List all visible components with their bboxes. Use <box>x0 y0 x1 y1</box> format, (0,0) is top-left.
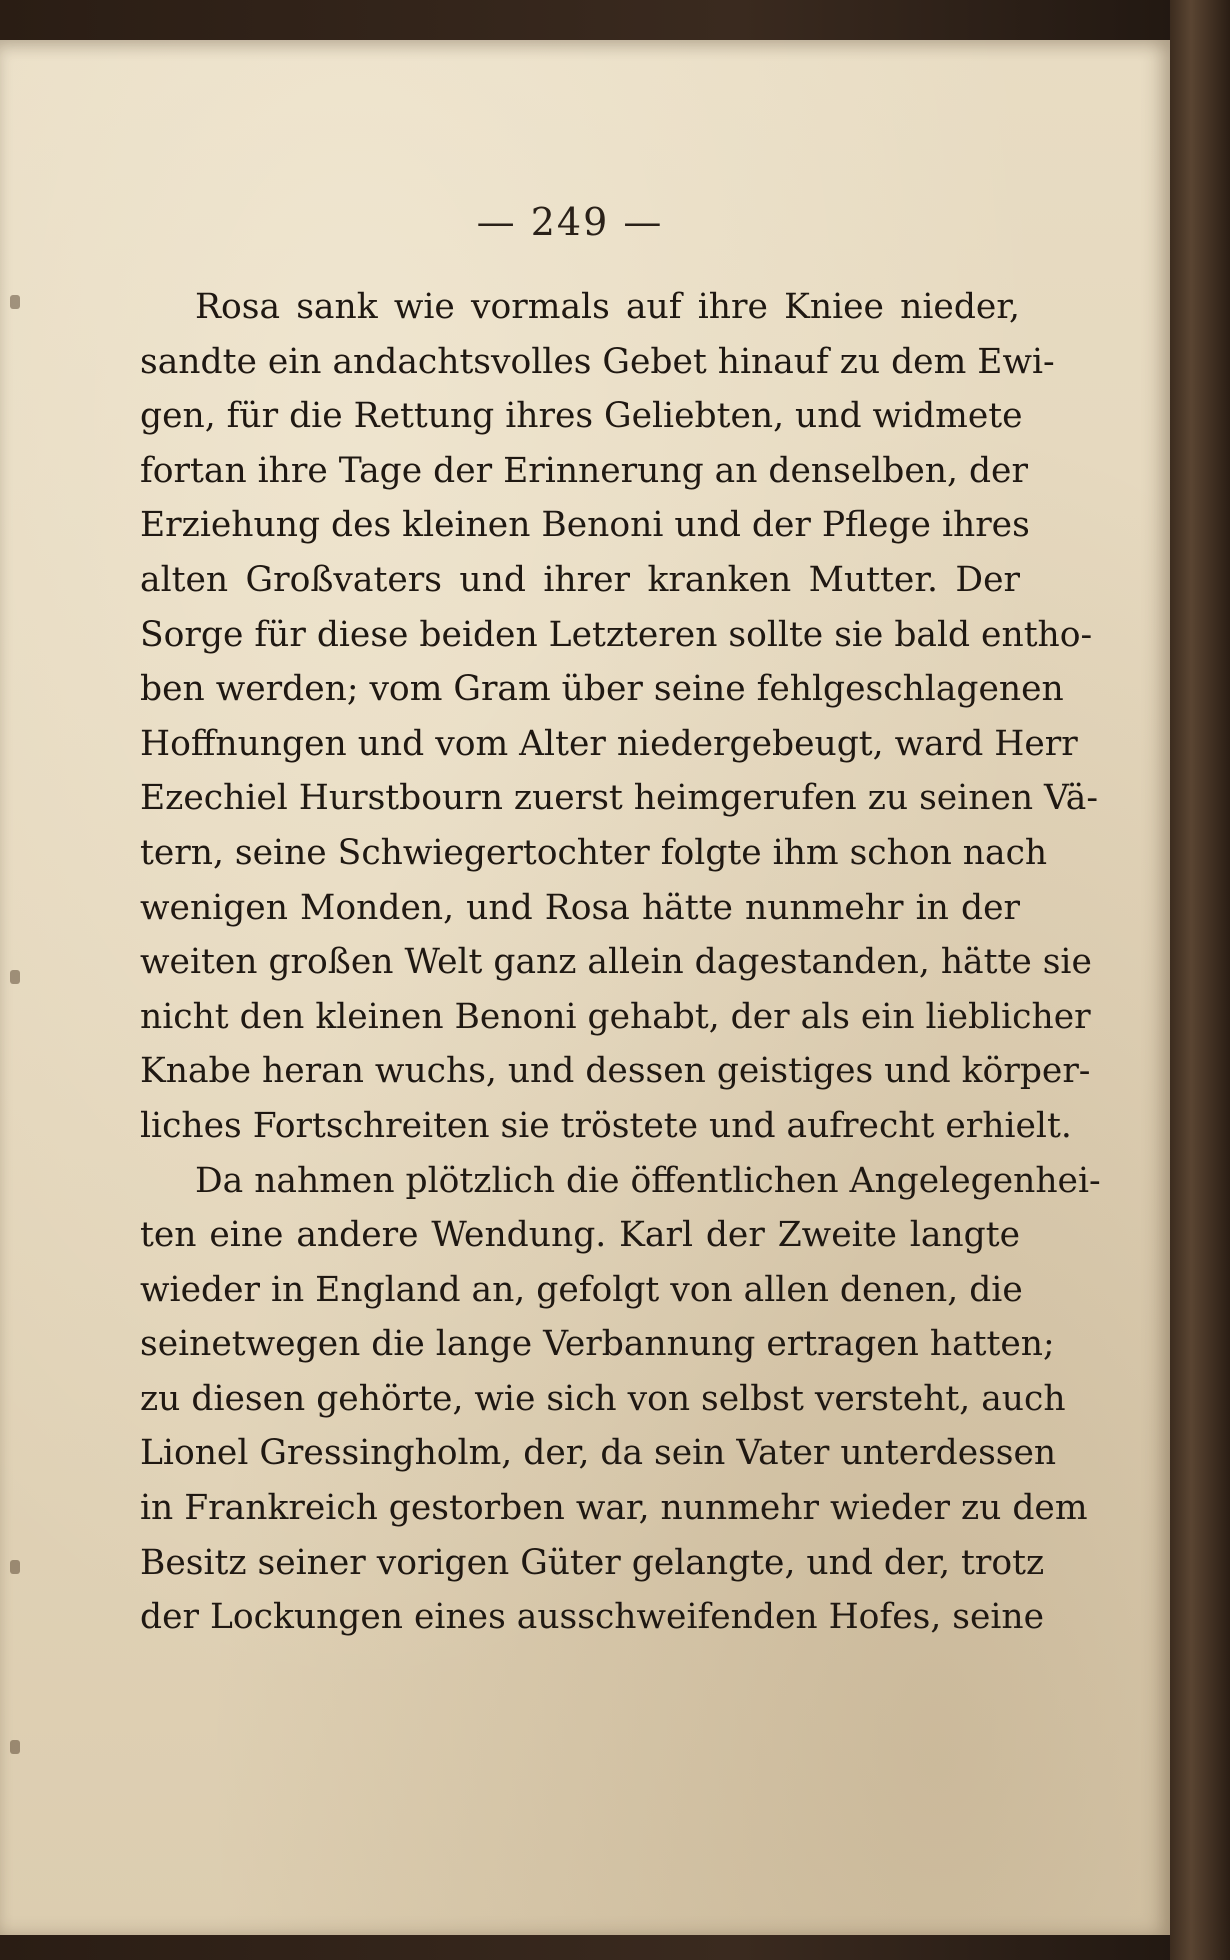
page-number: — 249 — <box>476 200 664 244</box>
paragraph-2 <box>140 1154 1101 1645</box>
book-spine-edge <box>1170 0 1230 1960</box>
text-line: ten eine andere Wendung. Karl der Zweite langte <box>140 1215 1020 1256</box>
text-line: der Lockungen eines ausschweifenden Hofes, seine <box>140 1597 1045 1638</box>
margin-mark <box>10 1740 20 1754</box>
book-page <box>0 40 1170 1935</box>
margin-mark <box>10 1560 20 1574</box>
text-line: Lionel Gressingholm, der, da sein Vater unterdessen <box>140 1433 1057 1474</box>
text-line: wieder in England an, gefolgt von allen denen, die <box>140 1269 1023 1310</box>
text-line: liches Fortschreiten sie tröstete und aufrecht erhielt. <box>140 1105 1072 1146</box>
text-line: Erziehung des kleinen Benoni und der Pflege ihres <box>140 505 1030 546</box>
margin-mark <box>10 295 20 309</box>
text-line: tern, seine Schwiegertochter folgte ihm schon nach <box>140 832 1048 873</box>
text-line: in Frankreich gestorben war, nunmehr wieder zu dem <box>140 1488 1088 1529</box>
text-line: seinetwegen die lange Verbannung ertragen hatten; <box>140 1324 1055 1365</box>
text-line: weiten großen Welt ganz allein dagestanden, hätte sie <box>140 942 1092 983</box>
text-line: Knabe heran wuchs, und dessen geistiges und körper- <box>140 1051 1091 1092</box>
text-line: wenigen Monden, und Rosa hätte nunmehr in der <box>140 887 1020 928</box>
paragraph-1 <box>140 280 1099 1154</box>
text-line: Besitz seiner vorigen Güter gelangte, und der, trotz <box>140 1542 1045 1583</box>
text-line: Ezechiel Hurstbourn zuerst heimgerufen zu seinen Vä- <box>140 778 1099 819</box>
text-line: sandte ein andachtsvolles Gebet hinauf zu dem Ewi- <box>140 341 1055 382</box>
text-line: nicht den kleinen Benoni gehabt, der als ein lieblicher <box>140 996 1091 1037</box>
text-line: Rosa sank wie vormals auf ihre Kniee nieder, <box>195 287 1020 327</box>
text-line: Sorge für diese beiden Letzteren sollte sie bald entho- <box>140 614 1093 655</box>
text-line: Hoffnungen und vom Alter niedergebeugt, ward Herr <box>140 723 1078 764</box>
text-line: Da nahmen plötzlich die öffentlichen Angelegenhei- <box>195 1160 1101 1201</box>
text-line: zu diesen gehörte, wie sich von selbst versteht, auch <box>140 1378 1066 1419</box>
text-line: gen, für die Rettung ihres Geliebten, und widmete <box>140 396 1023 437</box>
margin-mark <box>10 970 20 984</box>
text-line: fortan ihre Tage der Erinnerung an denselben, der <box>140 450 1028 491</box>
text-line: alten Großvaters und ihrer kranken Mutter. Der <box>140 559 1020 600</box>
text-line: ben werden; vom Gram über seine fehlgeschlagenen <box>140 669 1064 710</box>
body-text <box>140 280 1101 1645</box>
